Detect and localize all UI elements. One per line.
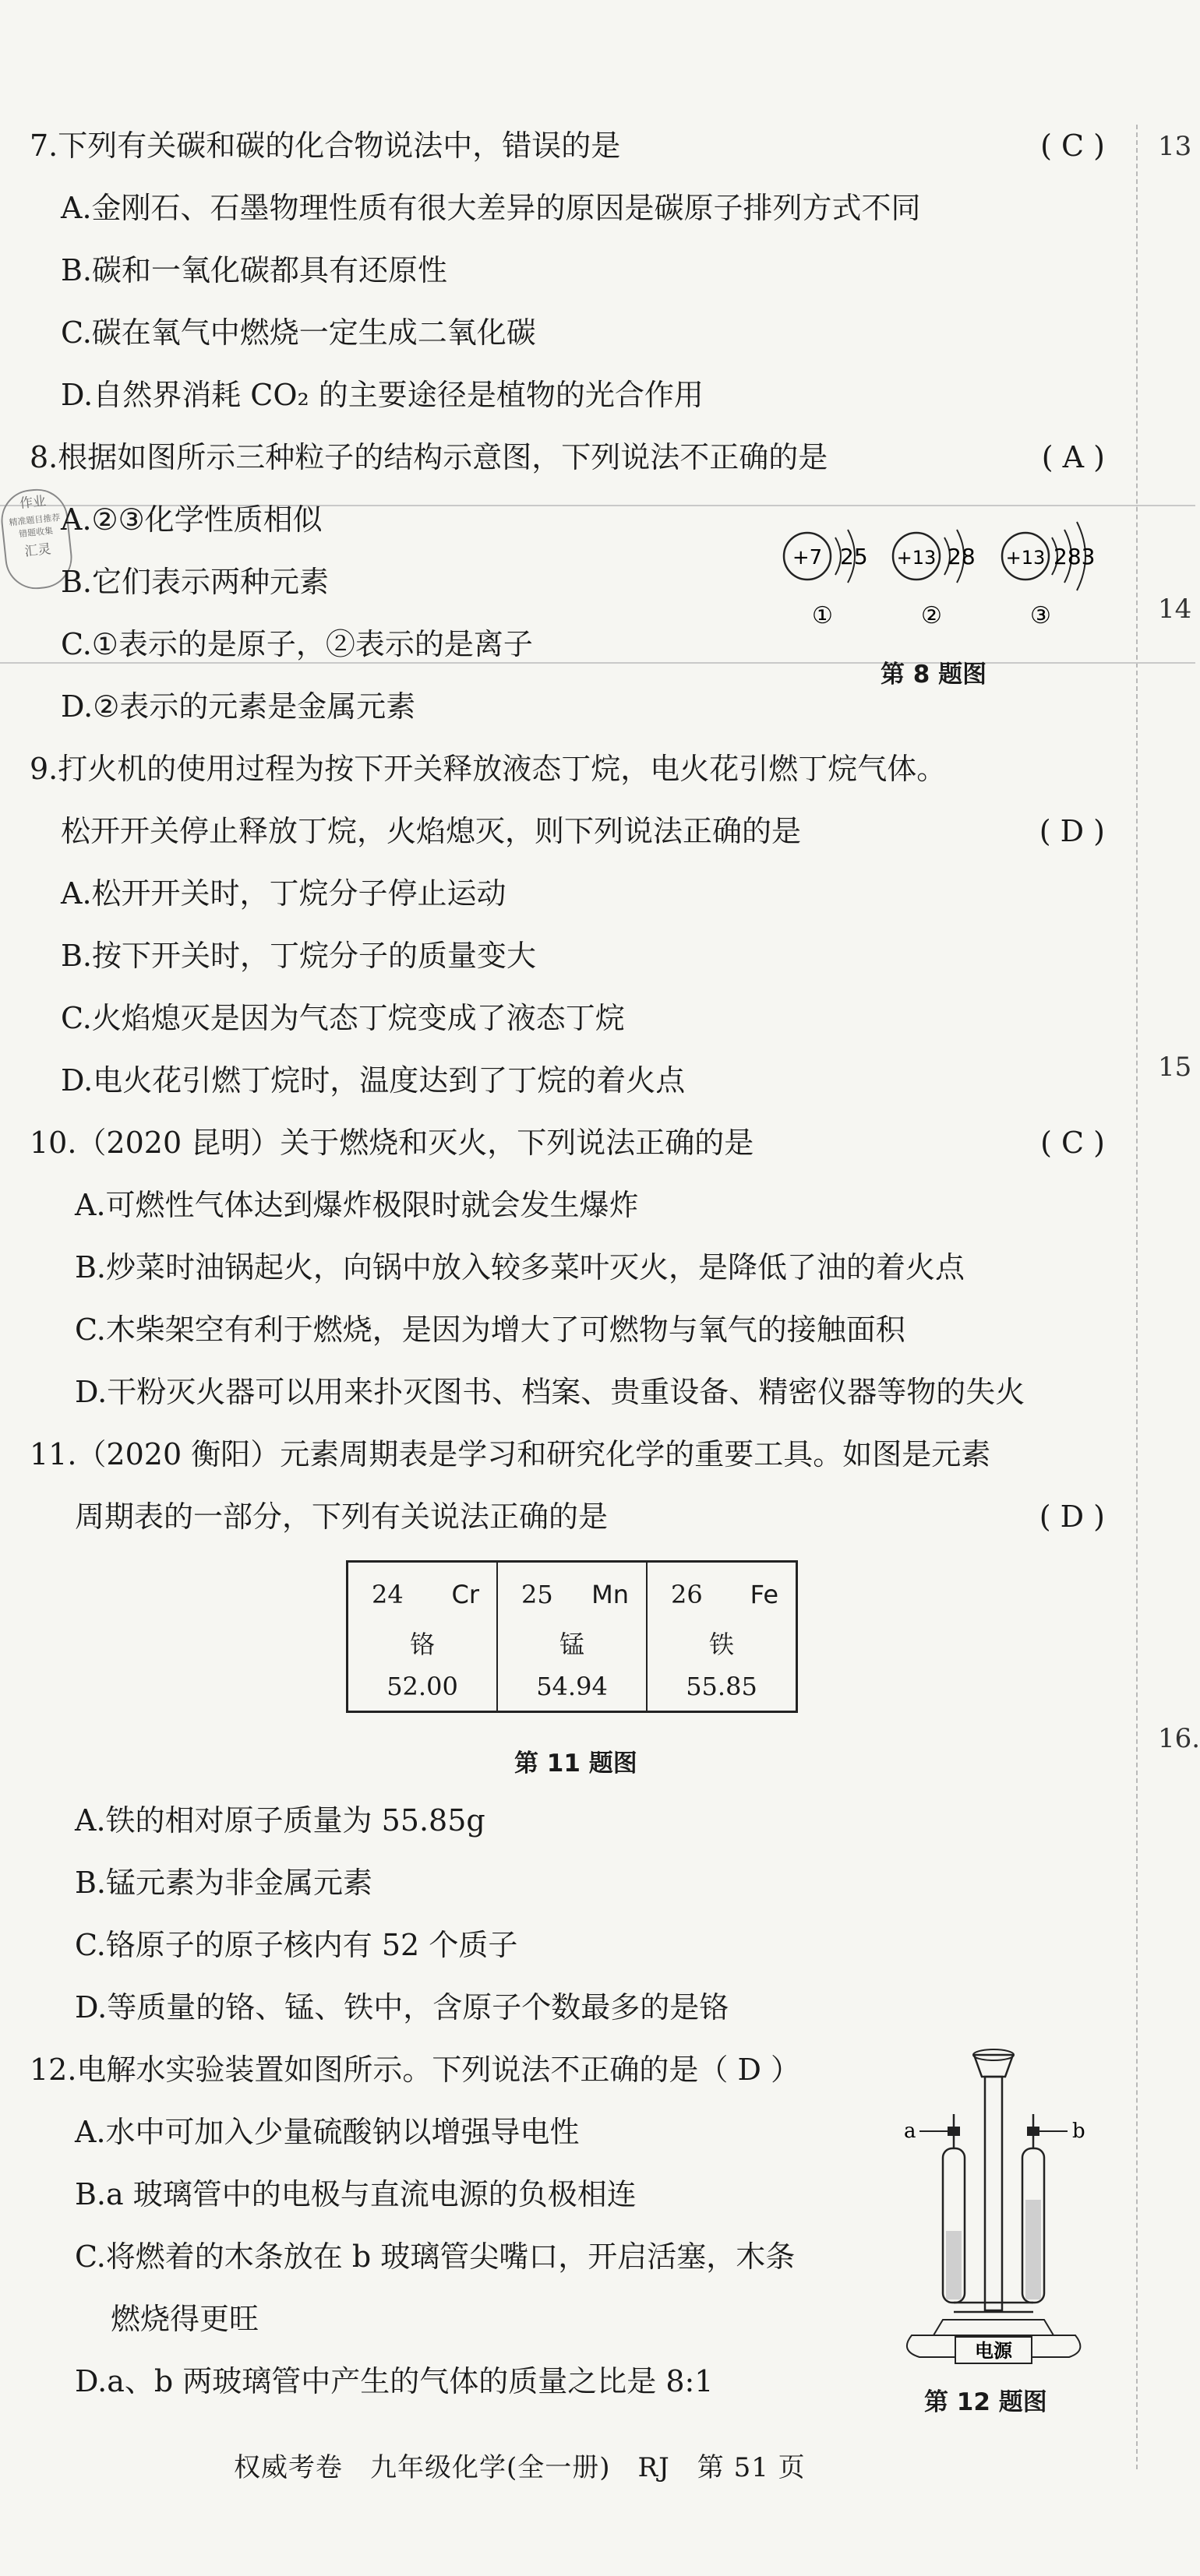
question-11-stem-line1: 11.（2020 衡阳）元素周期表是学习和研究化学的重要工具。如图是元素 bbox=[30, 1437, 991, 1471]
particle-3-nucleus: +13 bbox=[1005, 547, 1046, 569]
question-9-answer: ( D ) bbox=[1039, 814, 1105, 848]
page-footer: 权威考卷 九年级化学(全一册) RJ 第 51 页 bbox=[234, 2452, 806, 2483]
question-10-answer: ( C ) bbox=[1040, 1126, 1105, 1160]
question-9-stem-line2: 松开开关停止释放丁烷，火焰熄灭，则下列说法正确的是 bbox=[61, 814, 802, 848]
question-8-stem: 8.根据如图所示三种粒子的结构示意图，下列说法不正确的是 bbox=[30, 440, 828, 474]
question-8-option: C.①表示的是原子，②表示的是离子 bbox=[61, 627, 533, 661]
question-11-option: D.等质量的铬、锰、铁中，含原子个数最多的是铬 bbox=[75, 1990, 729, 2025]
question-9-stem-line1: 9.打火机的使用过程为按下开关释放液态丁烷，电火花引燃丁烷气体。 bbox=[30, 752, 947, 786]
electrolysis-apparatus-diagram bbox=[888, 2039, 1106, 2382]
homework-stamp: 作业 精准题目推荐 错题收集 汇灵 bbox=[0, 486, 75, 592]
question-11-stem-line2: 周期表的一部分，下列有关说法正确的是 bbox=[75, 1499, 609, 1534]
figure-8-caption: 第 8 题图 bbox=[881, 661, 987, 689]
side-question-number: 13 bbox=[1158, 131, 1192, 162]
particle-2-electrons: 28 bbox=[948, 544, 976, 569]
question-7-option: D.自然界消耗 CO₂ 的主要途径是植物的光合作用 bbox=[61, 378, 704, 412]
particle-2-label: ② bbox=[921, 602, 942, 629]
element-cell-mn: 25 Mn 锰 54.94 bbox=[497, 1562, 647, 1712]
particle-3-label: ③ bbox=[1030, 602, 1051, 629]
question-10-option: C.木柴架空有利于燃烧，是因为增大了可燃物与氧气的接触面积 bbox=[75, 1313, 905, 1347]
question-12-option: D.a、b 两玻璃管中产生的气体的质量之比是 8:1 bbox=[75, 2364, 714, 2398]
column-divider bbox=[1136, 125, 1138, 2469]
question-10-option: A.可燃性气体达到爆炸极限时就会发生爆炸 bbox=[75, 1188, 639, 1222]
particle-2-nucleus: +13 bbox=[896, 547, 937, 569]
side-question-number: 16. bbox=[1158, 1723, 1200, 1754]
question-8-option: A.②③化学性质相似 bbox=[61, 502, 323, 537]
figure-11-caption: 第 11 题图 bbox=[514, 1750, 637, 1778]
particle-3 bbox=[1002, 522, 1095, 629]
side-question-number: 15 bbox=[1158, 1052, 1192, 1083]
particle-3-electrons: 283 bbox=[1054, 544, 1096, 569]
question-12-option: A.水中可加入少量硫酸钠以增强导电性 bbox=[75, 2115, 580, 2149]
question-8-option: B.它们表示两种元素 bbox=[61, 565, 330, 599]
question-9-option: A.松开开关时，丁烷分子停止运动 bbox=[61, 876, 506, 911]
question-11-option: B.锰元素为非金属元素 bbox=[75, 1866, 373, 1900]
figure-12-caption: 第 12 题图 bbox=[924, 2388, 1047, 2416]
side-question-number: 14 bbox=[1158, 594, 1192, 625]
tube-label-b: b bbox=[1072, 2120, 1085, 2143]
question-10-option: D.干粉灭火器可以用来扑灭图书、档案、贵重设备、精密仪器等物的失火 bbox=[75, 1375, 1025, 1409]
tube-label-a: a bbox=[904, 2120, 916, 2143]
particle-1-nucleus: +7 bbox=[792, 546, 823, 569]
question-7-answer: ( C ) bbox=[1040, 129, 1105, 163]
element-cell-cr: 24 Cr 铬 52.00 bbox=[348, 1562, 498, 1712]
periodic-table-excerpt bbox=[346, 1560, 798, 1713]
question-9-option: D.电火花引燃丁烷时，温度达到了丁烷的着火点 bbox=[61, 1063, 686, 1098]
question-7-option: A.金刚石、石墨物理性质有很大差异的原因是碳原子排列方式不同 bbox=[61, 191, 921, 225]
question-11-option: A.铁的相对原子质量为 55.85g bbox=[75, 1803, 485, 1838]
question-8-answer: ( A ) bbox=[1041, 440, 1105, 474]
particle-2 bbox=[893, 530, 976, 629]
question-7-option: C.碳在氧气中燃烧一定生成二氧化碳 bbox=[61, 315, 536, 350]
element-cell-fe: 26 Fe 铁 55.85 bbox=[647, 1562, 797, 1712]
particle-1-electrons: 25 bbox=[840, 544, 868, 569]
particle-1 bbox=[784, 530, 868, 629]
question-11-option: C.铬原子的原子核内有 52 个质子 bbox=[75, 1928, 518, 1962]
question-7-stem: 7.下列有关碳和碳的化合物说法中，错误的是 bbox=[30, 129, 621, 163]
question-12-option-continued: 燃烧得更旺 bbox=[111, 2302, 259, 2336]
particle-structure-diagram bbox=[771, 499, 1114, 631]
question-12-option: C.将燃着的木条放在 b 玻璃管尖嘴口，开启活塞，木条 bbox=[75, 2239, 796, 2274]
question-9-option: B.按下开关时，丁烷分子的质量变大 bbox=[61, 939, 537, 973]
question-12-option: B.a 玻璃管中的电极与直流电源的负极相连 bbox=[75, 2177, 637, 2211]
particle-1-label: ① bbox=[812, 602, 833, 629]
question-9-option: C.火焰熄灭是因为气态丁烷变成了液态丁烷 bbox=[61, 1001, 625, 1035]
question-12-stem: 12.电解水实验装置如图所示。下列说法不正确的是（ D ） bbox=[30, 2053, 801, 2087]
question-10-option: B.炒菜时油锅起火，向锅中放入较多菜叶灭火，是降低了油的着火点 bbox=[75, 1250, 965, 1284]
question-7-option: B.碳和一氧化碳都具有还原性 bbox=[61, 253, 448, 287]
question-10-stem: 10.（2020 昆明）关于燃烧和灭火，下列说法正确的是 bbox=[30, 1126, 754, 1160]
question-8-option: D.②表示的元素是金属元素 bbox=[61, 689, 416, 724]
question-11-answer: ( D ) bbox=[1039, 1499, 1105, 1534]
power-supply-label: 电源 bbox=[975, 2340, 1012, 2362]
